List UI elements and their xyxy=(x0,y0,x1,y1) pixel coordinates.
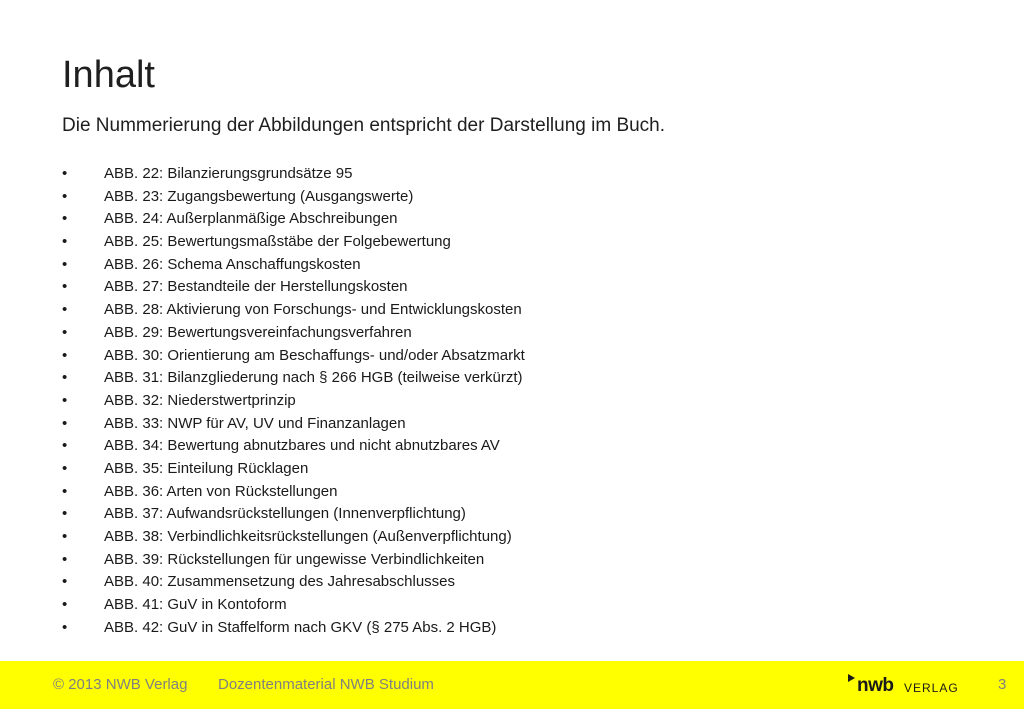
list-item-text: ABB. 37: Aufwandsrückstellungen (Innenverpflichtung) xyxy=(104,505,466,523)
list-item xyxy=(62,276,525,299)
bullet-icon: • xyxy=(62,528,68,545)
footer-copyright: © 2013 NWB Verlag xyxy=(53,676,188,693)
bullet-icon: • xyxy=(62,414,68,432)
list-item xyxy=(62,390,525,413)
list-item-text: ABB. 40: Zusammensetzung des Jahresabschlusses xyxy=(104,573,456,591)
list-item xyxy=(62,186,525,209)
list-item xyxy=(62,299,525,322)
list-item xyxy=(62,208,525,231)
logo-arrow-icon xyxy=(848,674,855,682)
list-item-text: ABB. 36: Arten von Rückstellungen xyxy=(104,482,338,500)
list-item-text: ABB. 38: Verbindlichkeitsrückstellungen (Außenverpflichtung) xyxy=(104,528,512,545)
page-number: 3 xyxy=(998,676,1007,693)
list-item xyxy=(62,435,525,458)
figure-list xyxy=(62,163,525,639)
bullet-icon: • xyxy=(62,550,68,568)
list-item-text: ABB. 30: Orientierung am Beschaffungs- und/oder Absatzmarkt xyxy=(104,346,525,364)
list-item-text: ABB. 28: Aktivierung von Forschungs- und Entwicklungskosten xyxy=(104,301,522,319)
list-item xyxy=(62,594,525,617)
bullet-icon: • xyxy=(62,233,68,251)
list-item-text: ABB. 31: Bilanzgliederung nach § 266 HGB (teilweise verkürzt) xyxy=(104,369,523,387)
bullet-icon: • xyxy=(62,482,68,500)
bullet-icon: • xyxy=(62,210,68,228)
bullet-icon: • xyxy=(62,391,68,409)
bullet-icon: • xyxy=(62,323,68,341)
bullet-icon: • xyxy=(62,346,68,364)
list-item-text: ABB. 33: NWP für AV, UV und Finanzanlagen xyxy=(104,414,406,432)
bullet-icon: • xyxy=(62,165,68,182)
bullet-icon: • xyxy=(62,187,68,205)
list-item xyxy=(62,481,525,504)
slide-subtitle: Die Nummerierung der Abbildungen entspricht der Darstellung im Buch. xyxy=(62,115,666,136)
list-item-text: ABB. 22: Bilanzierungsgrundsätze 95 xyxy=(104,165,353,182)
list-item-text: ABB. 24: Außerplanmäßige Abschreibungen xyxy=(104,210,398,228)
list-item-text: ABB. 32: Niederstwertprinzip xyxy=(104,391,296,409)
list-item xyxy=(62,571,525,594)
logo-nwb-text: nwb xyxy=(857,675,894,696)
list-item-text: ABB. 41: GuV in Kontoform xyxy=(104,596,287,614)
list-item-text: ABB. 25: Bewertungsmaßstäbe der Folgebewertung xyxy=(104,233,451,251)
list-item xyxy=(62,526,525,549)
bullet-icon: • xyxy=(62,301,68,319)
list-item xyxy=(62,413,525,436)
list-item xyxy=(62,458,525,481)
list-item xyxy=(62,231,525,254)
list-item xyxy=(62,617,525,640)
slide-title: Inhalt xyxy=(62,54,155,96)
bullet-icon: • xyxy=(62,618,68,636)
logo-verlag-text: VERLAG xyxy=(904,681,959,695)
bullet-icon: • xyxy=(62,369,68,387)
bullet-icon: • xyxy=(62,255,68,273)
list-item-text: ABB. 23: Zugangsbewertung (Ausgangswerte) xyxy=(104,187,414,205)
list-item-text: ABB. 34: Bewertung abnutzbares und nicht abnutzbares AV xyxy=(104,437,500,455)
footer-material-label: Dozentenmaterial NWB Studium xyxy=(218,676,434,693)
list-item xyxy=(62,254,525,277)
nwb-verlag-logo xyxy=(848,672,958,698)
bullet-icon: • xyxy=(62,278,68,296)
bullet-icon: • xyxy=(62,505,68,523)
list-item-text: ABB. 42: GuV in Staffelform nach GKV (§ 275 Abs. 2 HGB) xyxy=(104,618,497,636)
list-item-text: ABB. 26: Schema Anschaffungskosten xyxy=(104,255,361,273)
list-item xyxy=(62,503,525,526)
list-item xyxy=(62,163,525,186)
list-item-text: ABB. 35: Einteilung Rücklagen xyxy=(104,459,309,477)
list-item xyxy=(62,367,525,390)
list-item-text: ABB. 27: Bestandteile der Herstellungskosten xyxy=(104,278,408,296)
list-item xyxy=(62,345,525,368)
list-item xyxy=(62,322,525,345)
list-item-text: ABB. 29: Bewertungsvereinfachungsverfahren xyxy=(104,323,412,341)
list-item-text: ABB. 39: Rückstellungen für ungewisse Verbindlichkeiten xyxy=(104,550,485,568)
bullet-icon: • xyxy=(62,573,68,591)
bullet-icon: • xyxy=(62,459,68,477)
footer-bar xyxy=(0,661,1024,709)
bullet-icon: • xyxy=(62,437,68,455)
list-item xyxy=(62,549,525,572)
bullet-icon: • xyxy=(62,596,68,614)
